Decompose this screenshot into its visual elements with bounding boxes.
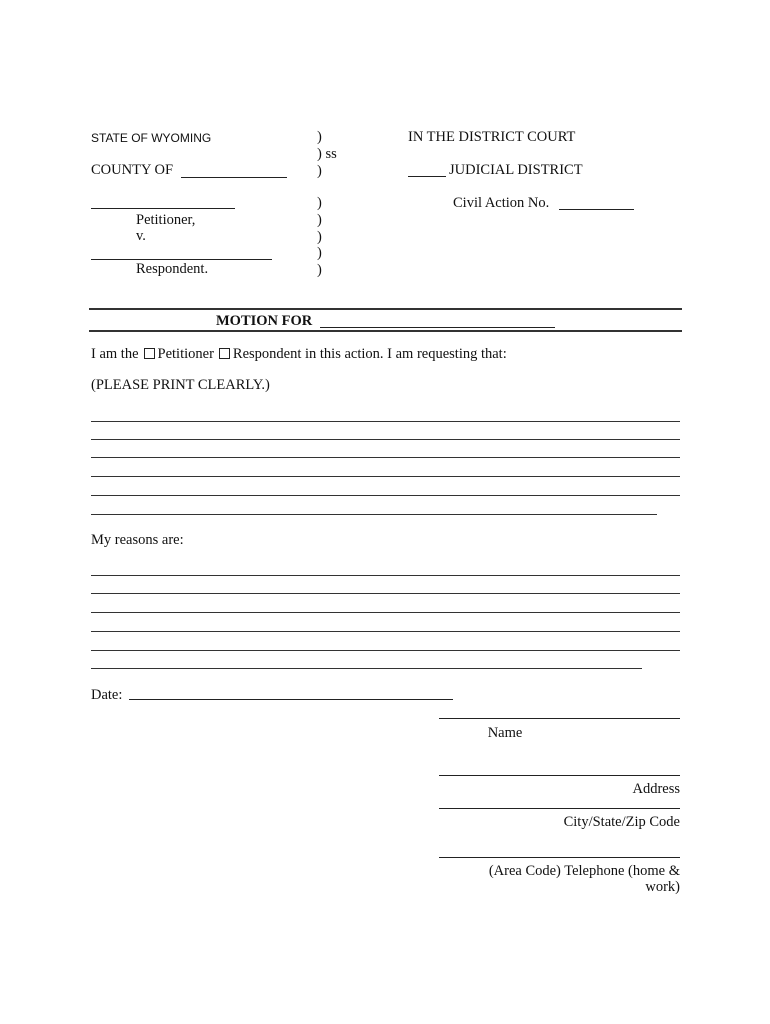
telephone-label: (Area Code) Telephone (home & — [488, 863, 680, 879]
name-label: Name — [487, 725, 523, 741]
caption-paren: ) — [317, 163, 322, 179]
civil-action-number-field[interactable] — [559, 209, 634, 210]
request-line[interactable] — [91, 476, 680, 477]
city-state-zip-label: City/State/Zip Code — [563, 814, 680, 830]
reasons-line[interactable] — [91, 612, 680, 613]
respondent-name-field[interactable] — [91, 259, 272, 260]
address-label: Address — [632, 781, 680, 797]
caption-paren-ss: ) ss — [317, 146, 337, 162]
caption-paren: ) — [317, 229, 322, 245]
reasons-line[interactable] — [91, 650, 680, 651]
reasons-label: My reasons are: — [91, 532, 184, 548]
city-state-zip-field[interactable] — [439, 808, 680, 809]
caption-paren: ) — [317, 212, 322, 228]
request-line[interactable] — [91, 495, 680, 496]
motion-title-field[interactable] — [320, 327, 555, 328]
petitioner-label: Petitioner, — [136, 212, 196, 228]
respondent-label: Respondent. — [136, 261, 209, 277]
versus-label: v. — [136, 228, 146, 244]
request-line[interactable] — [91, 457, 680, 458]
reasons-line[interactable] — [91, 631, 680, 632]
print-instruction: (PLEASE PRINT CLEARLY.) — [91, 377, 270, 393]
court-label: IN THE DISTRICT COURT — [408, 129, 576, 145]
reasons-line[interactable] — [91, 593, 680, 594]
county-label: COUNTY OF — [91, 162, 174, 178]
county-field[interactable] — [181, 177, 287, 178]
reasons-line[interactable] — [91, 668, 642, 669]
title-bottom-rule — [89, 330, 682, 332]
caption-paren: ) — [317, 245, 322, 261]
statement-prefix: I am the — [91, 346, 139, 362]
request-line[interactable] — [91, 421, 680, 422]
party-statement — [91, 346, 507, 363]
petitioner-checkbox[interactable] — [144, 348, 155, 359]
petitioner-option-label: Petitioner — [157, 346, 214, 362]
date-field[interactable] — [129, 699, 453, 700]
date-label: Date: — [91, 687, 123, 703]
respondent-option-label: Respondent in this action. I am requesting that: — [232, 346, 507, 362]
reasons-line[interactable] — [91, 575, 680, 576]
caption-paren: ) — [317, 262, 322, 278]
address-field[interactable] — [439, 775, 680, 776]
request-line[interactable] — [91, 514, 657, 515]
respondent-checkbox[interactable] — [219, 348, 230, 359]
caption-paren: ) — [317, 129, 322, 145]
petitioner-name-field[interactable] — [91, 208, 235, 209]
judicial-district-label: JUDICIAL DISTRICT — [449, 162, 583, 178]
judicial-district-number-field[interactable] — [408, 176, 446, 177]
civil-action-label: Civil Action No. — [453, 195, 550, 211]
state-label: STATE OF WYOMING — [91, 131, 212, 145]
caption-paren: ) — [317, 195, 322, 211]
telephone-label-cont: work) — [645, 879, 680, 895]
title-top-rule — [89, 308, 682, 310]
telephone-field[interactable] — [439, 857, 680, 858]
motion-title: MOTION FOR — [216, 313, 313, 329]
request-line[interactable] — [91, 439, 680, 440]
name-field[interactable] — [439, 718, 680, 719]
